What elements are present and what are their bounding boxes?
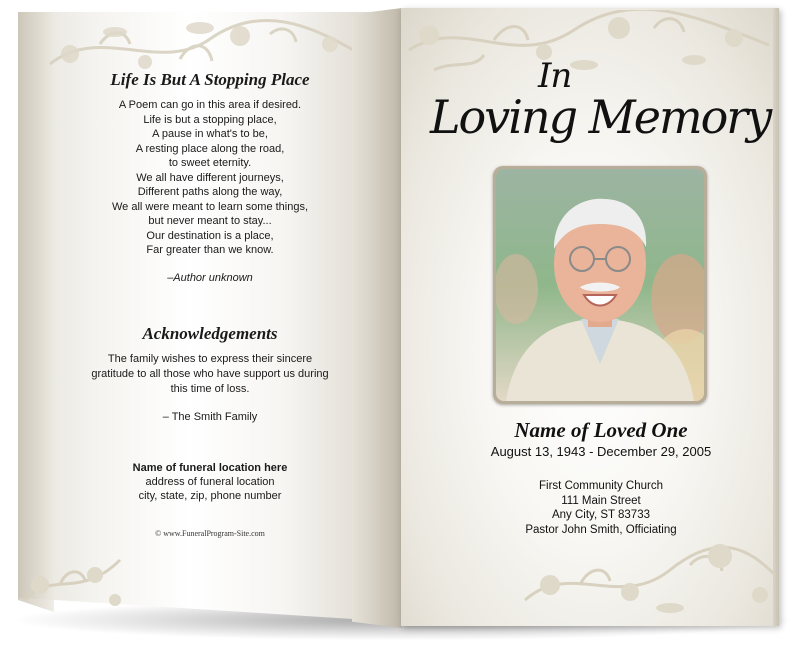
poem-line: We all were meant to learn some things, xyxy=(111,200,309,213)
funeral-location-block xyxy=(60,461,360,503)
poem-line: but never meant to stay... xyxy=(148,215,272,227)
poem-line: Our destination is a place, xyxy=(146,229,274,242)
acknowledgements-body xyxy=(60,352,360,397)
life-dates: August 13, 1943 - December 29, 2005 xyxy=(490,444,712,459)
service-line: First Community Church xyxy=(539,480,663,492)
portrait-illustration xyxy=(496,169,704,401)
floral-bottom-right-icon xyxy=(520,530,778,620)
poem-line: A Poem can go in this area if desired. xyxy=(118,99,302,111)
poem-author: –Author unknown xyxy=(167,271,253,284)
poem-line: Far greater than we know. xyxy=(146,244,274,256)
service-line: 111 Main Street xyxy=(561,494,641,507)
poem-title: Life Is But A Stopping Place xyxy=(110,70,310,89)
portrait-frame xyxy=(493,166,707,404)
poem-line: Different paths along the way, xyxy=(137,186,283,198)
portrait-photo-icon xyxy=(496,169,704,401)
poem-line: A pause in what's to be, xyxy=(152,128,268,140)
funeral-location-address: address of funeral location xyxy=(145,475,275,488)
poem-line: We all have different journeys, xyxy=(136,171,284,184)
acknowledgements-title: Acknowledgements xyxy=(142,323,278,343)
service-details xyxy=(401,479,792,537)
copyright-text: © www.FuneralProgram-Site.com xyxy=(155,528,265,538)
loved-one-name: Name of Loved One xyxy=(514,418,688,442)
acknowledgements-signature: – The Smith Family xyxy=(162,410,258,423)
funeral-location-city: city, state, zip, phone number xyxy=(138,489,282,502)
floral-bottom-left-icon xyxy=(20,530,130,615)
poem-body xyxy=(60,98,360,258)
title-loving-memory: Loving Memory xyxy=(430,90,771,144)
left-edge-strip xyxy=(18,12,54,612)
ack-line: gratitude to all those who have support us during xyxy=(91,367,329,380)
poem-line: A resting place along the road, xyxy=(135,142,285,155)
ack-line: this time of loss. xyxy=(170,382,250,395)
title-in: In xyxy=(538,56,572,96)
ack-line: The family wishes to express their sincere xyxy=(107,352,313,365)
poem-line: Life is but a stopping place, xyxy=(143,113,277,126)
poem-line: to sweet eternity. xyxy=(168,157,252,169)
service-line: Any City, ST 83733 xyxy=(551,509,650,521)
back-page-content xyxy=(60,70,360,538)
funeral-location-name: Name of funeral location here xyxy=(132,461,288,474)
service-line: Pastor John Smith, Officiating xyxy=(525,523,677,536)
in-loving-memory-title xyxy=(420,48,770,158)
